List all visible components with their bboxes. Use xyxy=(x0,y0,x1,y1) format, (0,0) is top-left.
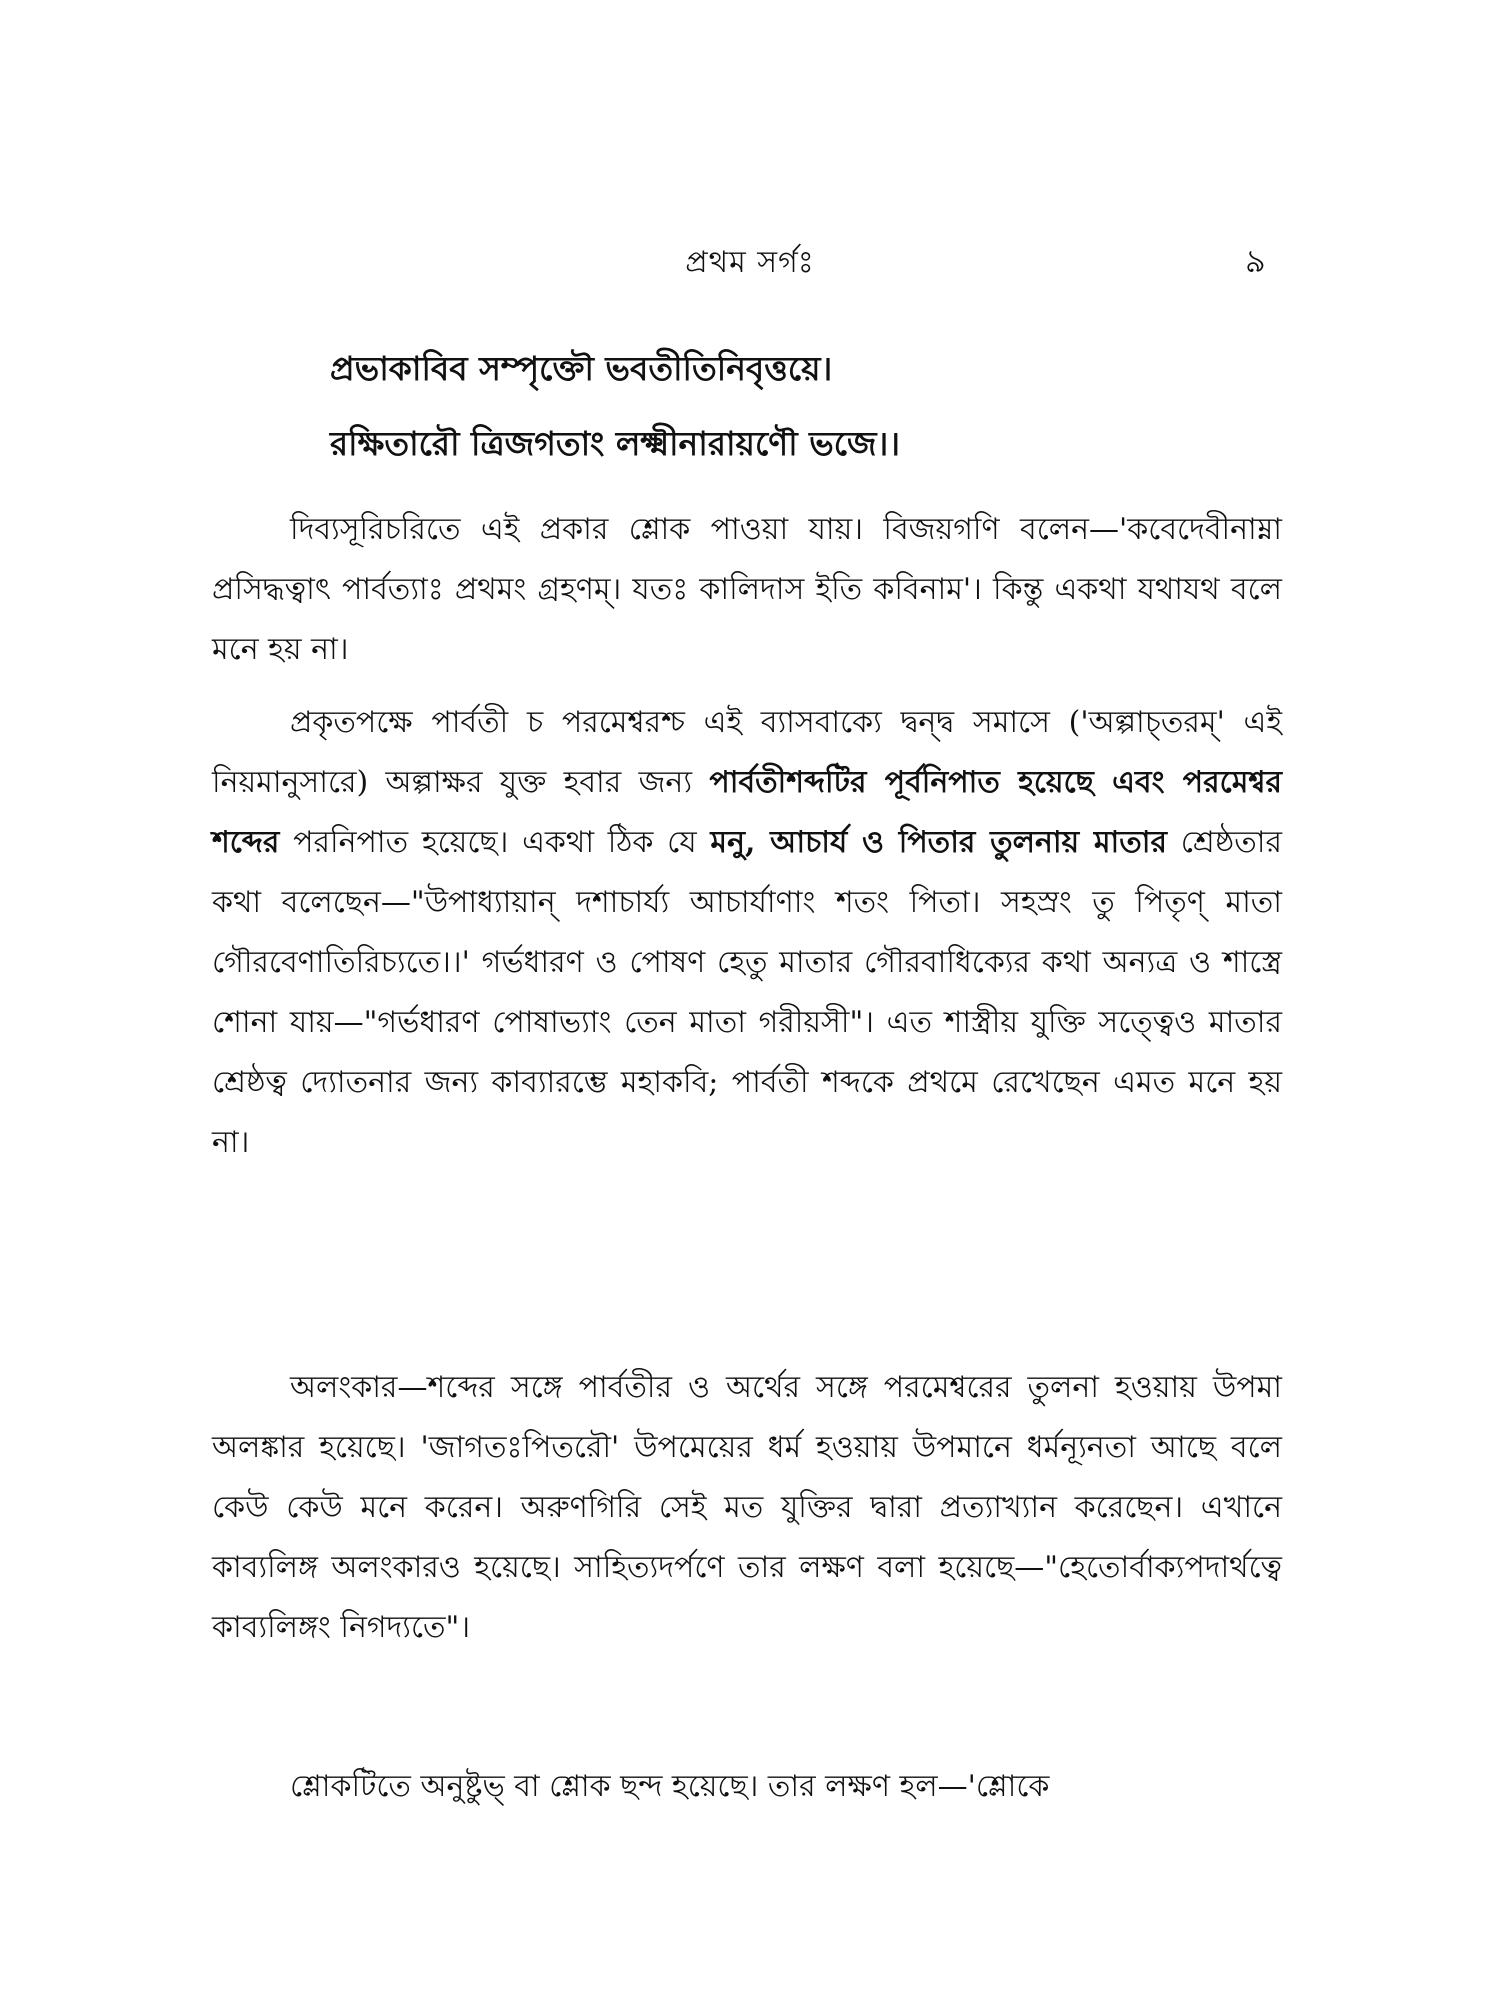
chapter-title: প্রথম সর্গঃ xyxy=(685,245,815,280)
paragraph-2-bold-1: পার্বতীশব্দটির পূর্বনিপাত হয়েছে এবং পরমেশ্বর শব্দের xyxy=(212,765,1282,860)
paragraph-1 xyxy=(212,500,1282,680)
paragraph-1-text: দিব্যসূরিচরিতে এই প্রকার শ্লোক পাওয়া যায়। বিজয়গণি বলেন—'কবেদেবীনাম্না প্রসিদ্ধত্বাৎ পার্বত্যাঃ প্রথমং গ্রহণম্। যতঃ কালিদাস ইতি কবিনাম'। কিন্তু একথা যথাযথ বলে মনে হয় না। xyxy=(212,512,1282,667)
verse-line-1: প্রভাকাবিব সম্পৃক্তৌ ভবতীতিনিবৃত্তয়ে। xyxy=(330,349,833,388)
paragraph-3-text: অলংকার—শব্দের সঙ্গে পার্বতীর ও অর্থের সঙ্গে পরমেশ্বরের তুলনা হওয়ায় উপমা অলঙ্কার হয়েছে। 'জাগতঃপিতরৌ' উপমেয়ের ধর্ম হওয়ায় উপমানে ধর্মন্যূনতা আছে বলে কেউ কেউ মনে করেন। অরুণগিরি সেই মত যুক্তির দ্বারা প্রত্যাখ্যান করেছেন। এখানে কাব্যলিঙ্গ অলংকারও হয়েছে। সাহিত্যদর্পণে তার লক্ষণ বলা হয়েছে—"হেতোর্বাক্যপদার্থত্বে কাব্যলিঙ্গং নিগদ্যতে"। xyxy=(212,1370,1282,1645)
paragraph-3 xyxy=(212,1358,1282,1658)
paragraph-4-text: শ্লোকটিতে অনুষ্টুভ্ বা শ্লোক ছন্দ হয়েছে। তার লক্ষণ হল—'শ্লোকে xyxy=(290,1769,1050,1804)
page-number: ৯ xyxy=(1245,242,1266,280)
verse-line-2: রক্ষিতারৌ ত্রিজগতাং লক্ষ্মীনারায়ণৌ ভজে।। xyxy=(330,424,901,463)
paragraph-2-text-end: শ্রেষ্ঠতার কথা বলেছেন—"উপাধ্যায়ান্ দশাচার্য্য আচার্যাণাং শতং পিতা। সহস্রং তু পিতৃণ্ মাতা গৌরবেণাতিরিচ্যতে।।' গর্ভধারণ ও পোষণ হেতু মাতার গৌরবাধিক্যের কথা অন্যত্র ও শাস্ত্রে শোনা যায়—"গর্ভধারণ পোষাভ্যাং তেন মাতা গরীয়সী"। এত শাস্ত্রীয় যুক্তি সত্ত্বেও মাতার শ্রেষ্ঠত্ব দ্যোতনার জন্য কাব্যারম্ভে মহাকবি; পার্বতী শব্দকে প্রথমে রেখেছেন এমত মনে হয় না। xyxy=(212,825,1282,1160)
paragraph-2-text-start: প্রকৃতপক্ষে পার্বতী চ পরমেশ্বরশ্চ এই ব্যাসবাক্যে দ্বন্দ্ব সমাসে ('অল্পাচ্তরম্' এই নিয়মানুসারে) অল্পাক্ষর যুক্ত হবার জন্য xyxy=(212,705,1282,800)
paragraph-2 xyxy=(212,693,1282,1173)
paragraph-4 xyxy=(212,1757,1282,1817)
paragraph-2-text-mid: পরনিপাত হয়েছে। একথা ঠিক যে xyxy=(279,825,711,860)
paragraph-2-bold-2: মনু, আচার্য ও পিতার তুলনায় মাতার xyxy=(710,825,1167,860)
